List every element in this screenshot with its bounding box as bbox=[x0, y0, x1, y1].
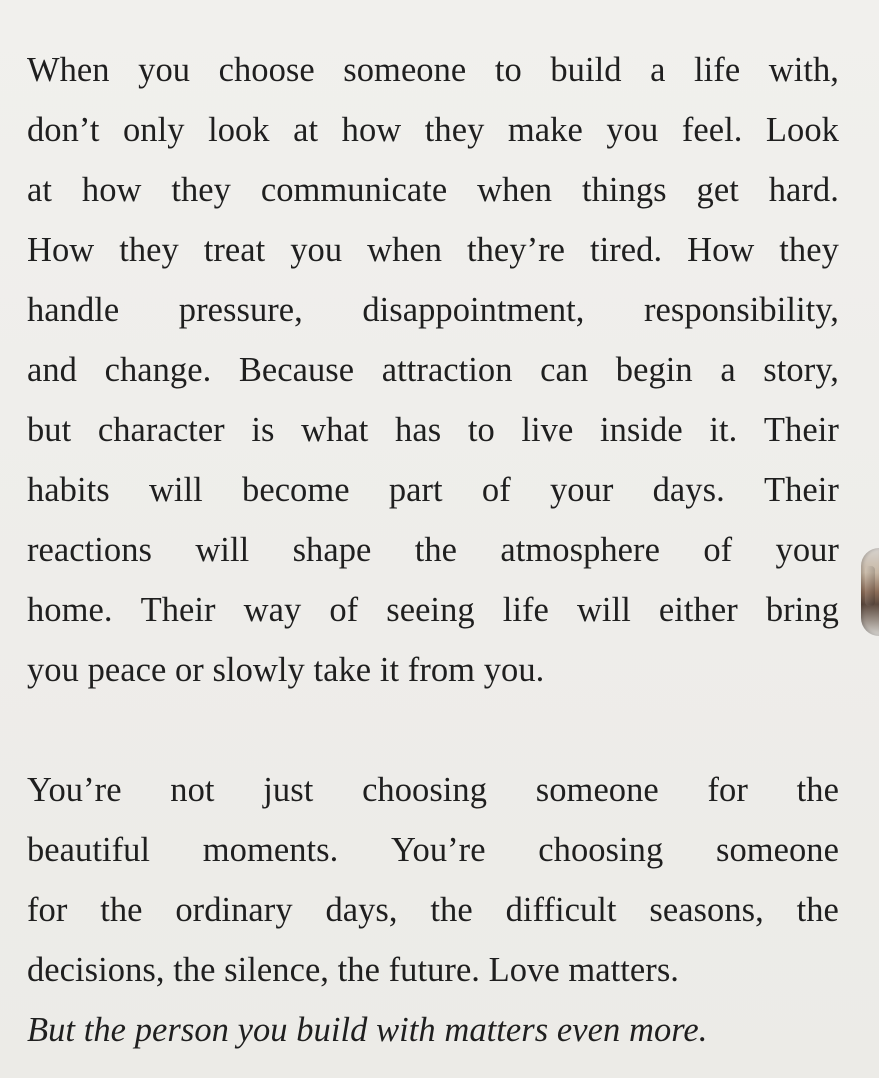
word: the bbox=[100, 891, 143, 929]
word: pressure, bbox=[178, 291, 303, 329]
word: seasons, bbox=[649, 891, 764, 929]
word: How bbox=[687, 231, 755, 269]
word: will bbox=[576, 591, 631, 629]
word: don’t bbox=[27, 111, 100, 149]
word: part bbox=[388, 471, 443, 509]
word: you bbox=[606, 111, 659, 149]
word: habits bbox=[27, 471, 110, 509]
word: of bbox=[329, 591, 359, 629]
word: get bbox=[696, 171, 739, 209]
word: at bbox=[293, 111, 319, 149]
word: they’re bbox=[467, 231, 566, 269]
word: bring bbox=[765, 591, 839, 629]
word: choose bbox=[218, 51, 315, 89]
word: someone bbox=[535, 771, 659, 809]
word: seeing bbox=[386, 591, 475, 629]
paragraph-2-line bbox=[27, 820, 839, 880]
word: a bbox=[720, 351, 736, 389]
paragraph-1-line bbox=[27, 40, 839, 100]
word: Because bbox=[238, 351, 355, 389]
paragraph-1-line bbox=[27, 160, 839, 220]
word: build bbox=[550, 51, 622, 89]
word: when bbox=[367, 231, 443, 269]
paragraph-1-line bbox=[27, 400, 839, 460]
paragraph-2 bbox=[27, 760, 839, 940]
word: difficult bbox=[505, 891, 617, 929]
word: How bbox=[27, 231, 95, 269]
word: things bbox=[581, 171, 667, 209]
word: but bbox=[27, 411, 72, 449]
paragraph-2-line bbox=[27, 880, 839, 940]
word: beautiful bbox=[27, 831, 151, 869]
word: at bbox=[27, 171, 52, 209]
word: story, bbox=[763, 351, 839, 389]
word: ordinary bbox=[175, 891, 293, 929]
paragraph-1-line bbox=[27, 340, 839, 400]
word: is bbox=[251, 411, 275, 449]
word: when bbox=[477, 171, 553, 209]
paragraph-1-line bbox=[27, 100, 839, 160]
word: with, bbox=[768, 51, 839, 89]
word: days, bbox=[325, 891, 398, 929]
word: you bbox=[290, 231, 343, 269]
word: Their bbox=[763, 471, 839, 509]
word: life bbox=[694, 51, 741, 89]
word: only bbox=[122, 111, 185, 149]
word: of bbox=[703, 531, 733, 569]
paragraph-2-last-line: decisions, the silence, the future. Love matters. bbox=[27, 951, 679, 989]
word: communicate bbox=[260, 171, 448, 209]
word: inside bbox=[599, 411, 683, 449]
word: and bbox=[27, 351, 77, 389]
word: for bbox=[707, 771, 748, 809]
word: days. bbox=[652, 471, 725, 509]
word: moments. bbox=[202, 831, 339, 869]
word: your bbox=[549, 471, 614, 509]
word: they bbox=[779, 231, 839, 269]
word: the bbox=[796, 771, 839, 809]
word: become bbox=[242, 471, 350, 509]
paragraph-spacer bbox=[27, 700, 839, 760]
word: to bbox=[467, 411, 495, 449]
word: treat bbox=[203, 231, 266, 269]
word: atmosphere bbox=[500, 531, 660, 569]
paragraph-1 bbox=[27, 40, 839, 640]
word: they bbox=[424, 111, 485, 149]
word: character bbox=[97, 411, 225, 449]
word: attraction bbox=[381, 351, 513, 389]
word: either bbox=[658, 591, 738, 629]
word: feel. bbox=[681, 111, 743, 149]
word: choosing bbox=[538, 831, 664, 869]
word: Look bbox=[765, 111, 839, 149]
word: how bbox=[341, 111, 402, 149]
word: someone bbox=[715, 831, 839, 869]
word: home. bbox=[27, 591, 113, 629]
word: will bbox=[148, 471, 203, 509]
word: will bbox=[195, 531, 250, 569]
paragraph-1-line bbox=[27, 460, 839, 520]
word: disappointment, bbox=[362, 291, 585, 329]
word: it. bbox=[709, 411, 738, 449]
word: you bbox=[138, 51, 191, 89]
document-text-block bbox=[27, 40, 839, 1060]
word: has bbox=[395, 411, 442, 449]
word: what bbox=[301, 411, 369, 449]
word: handle bbox=[27, 291, 120, 329]
word: Their bbox=[763, 411, 839, 449]
word: choosing bbox=[362, 771, 488, 809]
paragraph-1-line bbox=[27, 280, 839, 340]
paragraph-1-line bbox=[27, 220, 839, 280]
word: live bbox=[521, 411, 574, 449]
word: Their bbox=[140, 591, 216, 629]
word: your bbox=[775, 531, 839, 569]
paragraph-2-line bbox=[27, 760, 839, 820]
word: You’re bbox=[27, 771, 122, 809]
word: change. bbox=[104, 351, 212, 389]
word: life bbox=[502, 591, 549, 629]
word: When bbox=[27, 51, 110, 89]
paragraph-1-line bbox=[27, 520, 839, 580]
word: the bbox=[414, 531, 458, 569]
word: to bbox=[494, 51, 522, 89]
word: begin bbox=[615, 351, 693, 389]
word: responsibility, bbox=[644, 291, 839, 329]
word: You’re bbox=[391, 831, 486, 869]
word: the bbox=[796, 891, 839, 929]
word: they bbox=[119, 231, 179, 269]
word: tired. bbox=[590, 231, 663, 269]
word: can bbox=[540, 351, 589, 389]
word: the bbox=[430, 891, 473, 929]
word: look bbox=[208, 111, 270, 149]
closing-line: But the person you build with matters even more. bbox=[27, 1011, 708, 1049]
word: someone bbox=[343, 51, 467, 89]
word: for bbox=[27, 891, 68, 929]
word: of bbox=[481, 471, 511, 509]
word: how bbox=[81, 171, 142, 209]
word: just bbox=[263, 771, 314, 809]
photo-thumbnail-icon bbox=[861, 548, 879, 636]
word: a bbox=[650, 51, 666, 89]
word: reactions bbox=[27, 531, 152, 569]
paragraph-1-line bbox=[27, 580, 839, 640]
word: make bbox=[507, 111, 583, 149]
word: hard. bbox=[768, 171, 839, 209]
word: not bbox=[170, 771, 215, 809]
word: way bbox=[243, 591, 302, 629]
paragraph-1-last-line: you peace or slowly take it from you. bbox=[27, 651, 545, 689]
word: they bbox=[171, 171, 231, 209]
word: shape bbox=[292, 531, 372, 569]
